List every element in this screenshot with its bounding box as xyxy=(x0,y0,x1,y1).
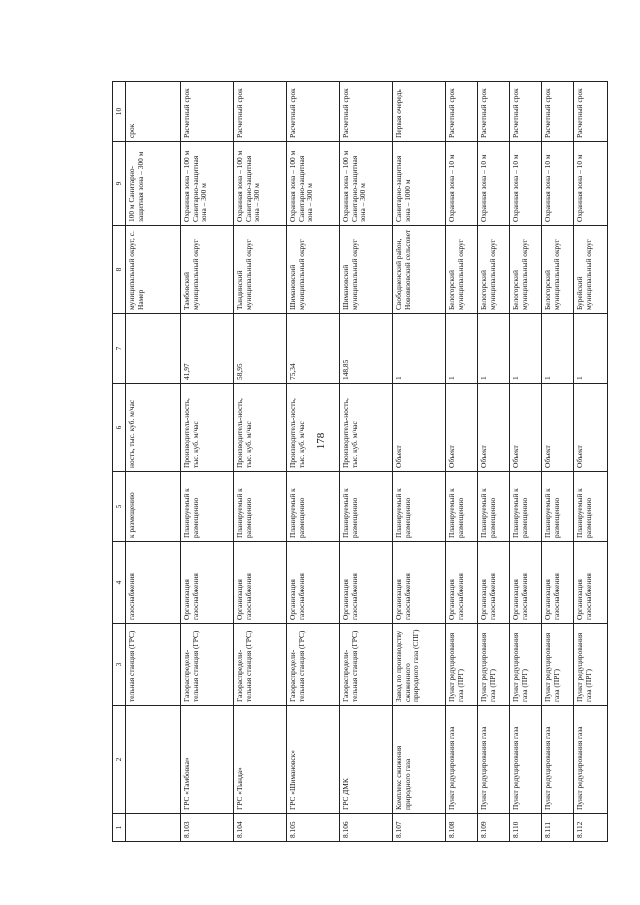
value-cell: 58,95 xyxy=(234,314,287,384)
zone-cell: 100 м Санитарно-защитная зона – 300 м xyxy=(126,142,181,226)
location-cell: Шимановский муниципальный округ xyxy=(340,226,393,314)
table-row xyxy=(510,82,542,842)
characteristic-cell: Производитель-ность, тыс. куб. м/час xyxy=(234,384,287,472)
characteristic-cell: Объект xyxy=(510,384,542,472)
period-cell: Расчетный срок xyxy=(542,82,574,142)
object-type-cell: Пункт редуцирования газа (ПРГ) xyxy=(478,624,510,706)
purpose-cell: Организация газоснабжения xyxy=(446,542,478,624)
object-type-cell: Газораспредели-тельная станция (ГРС) xyxy=(287,624,340,706)
period-cell: Расчетный срок xyxy=(287,82,340,142)
column-number: 1 xyxy=(113,814,126,842)
column-number: 7 xyxy=(113,314,126,384)
table-row xyxy=(542,82,574,842)
characteristic-cell: Производитель-ность, тыс. куб. м/час xyxy=(287,384,340,472)
location-cell: Бурейский муниципальный округ xyxy=(574,226,608,314)
characteristic-cell: Производитель-ность, тыс. куб. м/час xyxy=(181,384,234,472)
object-type-cell: Газораспредели-тельная станция (ГРС) xyxy=(234,624,287,706)
table-row xyxy=(574,82,608,842)
row-number-cell: 8.107 xyxy=(393,814,446,842)
column-number: 6 xyxy=(113,384,126,472)
object-type-cell: Газораспредели-тельная станция (ГРС) xyxy=(181,624,234,706)
location-cell: Белогорский муниципальный округ xyxy=(446,226,478,314)
location-cell: Тамбовский муниципальный округ xyxy=(181,226,234,314)
column-number: 3 xyxy=(113,624,126,706)
object-type-cell: Пункт редуцирования газа (ПРГ) xyxy=(446,624,478,706)
column-number: 8 xyxy=(113,226,126,314)
table-row xyxy=(446,82,478,842)
zone-cell: Охранная зона – 10 м xyxy=(478,142,510,226)
row-number-cell: 8.106 xyxy=(340,814,393,842)
characteristic-cell: Производитель-ность, тыс. куб. м/час xyxy=(340,384,393,472)
purpose-cell: Организация газоснабжения xyxy=(181,542,234,624)
location-cell: муниципальный округ, с. Намер xyxy=(126,226,181,314)
value-cell: 1 xyxy=(542,314,574,384)
purpose-cell: Организация газоснабжения xyxy=(478,542,510,624)
period-cell: Расчетный срок xyxy=(574,82,608,142)
value-cell: 1 xyxy=(478,314,510,384)
zone-cell: Охранная зона – 10 м xyxy=(446,142,478,226)
period-cell: Расчетный срок xyxy=(340,82,393,142)
row-number-cell: 8.104 xyxy=(234,814,287,842)
value-cell: 1 xyxy=(510,314,542,384)
column-number: 4 xyxy=(113,542,126,624)
column-number: 9 xyxy=(113,142,126,226)
object-name-cell: Пункт редуцирования газа xyxy=(574,706,608,814)
period-cell: Расчетный срок xyxy=(478,82,510,142)
object-type-cell: Пункт редуцирования газа (ПРГ) xyxy=(574,624,608,706)
value-cell: 41,97 xyxy=(181,314,234,384)
location-cell: Белогорский муниципальный округ xyxy=(542,226,574,314)
object-name-cell: Пункт редуцирования газа xyxy=(478,706,510,814)
status-cell: Планируемый к размещению xyxy=(574,472,608,542)
table-row xyxy=(181,82,234,842)
table-row xyxy=(340,82,393,842)
characteristic-cell: Объект xyxy=(478,384,510,472)
object-name-cell: ГРС ДМК xyxy=(340,706,393,814)
object-name-cell: Пункт редуцирования газа xyxy=(542,706,574,814)
gas-facilities-table xyxy=(112,81,608,842)
location-cell: Тындинский муниципальный округ xyxy=(234,226,287,314)
column-number-row xyxy=(113,82,126,842)
period-cell: Расчетный срок xyxy=(181,82,234,142)
status-cell: Планируемый к размещению xyxy=(287,472,340,542)
object-type-cell: Завод по производству сжиженного природного газа (СПГ) xyxy=(393,624,446,706)
row-number-cell xyxy=(126,814,181,842)
characteristic-cell: Объект xyxy=(574,384,608,472)
zone-cell: Охранная зона – 10 м xyxy=(574,142,608,226)
row-number-cell: 8.108 xyxy=(446,814,478,842)
status-cell: Планируемый к размещению xyxy=(510,472,542,542)
location-cell: Свободненский район, Нововязовский сельсовет xyxy=(393,226,446,314)
object-name-cell: ГРС «Тамбовка» xyxy=(181,706,234,814)
period-cell: Расчетный срок xyxy=(446,82,478,142)
object-name-cell: ГРС «Тында» xyxy=(234,706,287,814)
period-cell: Первая очередь xyxy=(393,82,446,142)
row-number-cell: 8.110 xyxy=(510,814,542,842)
period-cell: Расчетный срок xyxy=(234,82,287,142)
status-cell: Планируемый к размещению xyxy=(478,472,510,542)
zone-cell: Охранная зона – 100 м Санитарно-защитная зона – 300 м xyxy=(181,142,234,226)
zone-cell: Санитарно-защитная зона – 1000 м xyxy=(393,142,446,226)
table-row xyxy=(234,82,287,842)
table-row xyxy=(126,82,181,842)
zone-cell: Охранная зона – 10 м xyxy=(510,142,542,226)
column-number: 10 xyxy=(113,82,126,142)
status-cell: Планируемый к размещению xyxy=(340,472,393,542)
object-type-cell: Пункт редуцирования газа (ПРГ) xyxy=(542,624,574,706)
value-cell: 75,34 xyxy=(287,314,340,384)
characteristic-cell: ность, тыс. куб. м/час xyxy=(126,384,181,472)
object-type-cell: Пункт редуцирования газа (ПРГ) xyxy=(510,624,542,706)
period-cell: Расчетный срок xyxy=(510,82,542,142)
purpose-cell: Организация газоснабжения xyxy=(234,542,287,624)
object-type-cell: Газораспредели-тельная станция (ГРС) xyxy=(340,624,393,706)
value-cell: 1 xyxy=(446,314,478,384)
status-cell: Планируемый к размещению xyxy=(542,472,574,542)
value-cell xyxy=(126,314,181,384)
location-cell: Белогорский муниципальный округ xyxy=(510,226,542,314)
purpose-cell: Организация газоснабжения xyxy=(340,542,393,624)
row-number-cell: 8.111 xyxy=(542,814,574,842)
location-cell: Шимановский муниципальный округ xyxy=(287,226,340,314)
period-cell: срок xyxy=(126,82,181,142)
row-number-cell: 8.105 xyxy=(287,814,340,842)
value-cell: 1 xyxy=(574,314,608,384)
zone-cell: Охранная зона – 10 м xyxy=(542,142,574,226)
purpose-cell: газоснабжения xyxy=(126,542,181,624)
status-cell: Планируемый к размещению xyxy=(181,472,234,542)
characteristic-cell: Объект xyxy=(542,384,574,472)
table-row xyxy=(393,82,446,842)
row-number-cell: 8.109 xyxy=(478,814,510,842)
table-row xyxy=(287,82,340,842)
value-cell: 148,85 xyxy=(340,314,393,384)
value-cell: 1 xyxy=(393,314,446,384)
rotated-table-container xyxy=(112,82,593,842)
object-name-cell: Комплекс сжижения природного газа xyxy=(393,706,446,814)
purpose-cell: Организация газоснабжения xyxy=(393,542,446,624)
purpose-cell: Организация газоснабжения xyxy=(542,542,574,624)
status-cell: Планируемый к размещению xyxy=(234,472,287,542)
object-name-cell: ГРС «Шимановск» xyxy=(287,706,340,814)
column-number: 5 xyxy=(113,472,126,542)
object-name-cell xyxy=(126,706,181,814)
column-number: 2 xyxy=(113,706,126,814)
zone-cell: Охранная зона – 100 м Санитарно-защитная зона – 300 м xyxy=(287,142,340,226)
purpose-cell: Организация газоснабжения xyxy=(510,542,542,624)
status-cell: Планируемый к размещению xyxy=(446,472,478,542)
status-cell: Планируемый к размещению xyxy=(393,472,446,542)
page-number: 178 xyxy=(315,432,327,450)
zone-cell: Охранная зона – 100 м Санитарно-защитная зона – 300 м xyxy=(340,142,393,226)
purpose-cell: Организация газоснабжения xyxy=(287,542,340,624)
object-type-cell: тельная станция (ГРС) xyxy=(126,624,181,706)
object-name-cell: Пункт редуцирования газа xyxy=(510,706,542,814)
status-cell: к размещению xyxy=(126,472,181,542)
table-row xyxy=(478,82,510,842)
location-cell: Белогорский муниципальный округ xyxy=(478,226,510,314)
zone-cell: Охранная зона – 100 м Санитарно-защитная зона – 300 м xyxy=(234,142,287,226)
purpose-cell: Организация газоснабжения xyxy=(574,542,608,624)
row-number-cell: 8.112 xyxy=(574,814,608,842)
characteristic-cell: Объект xyxy=(446,384,478,472)
object-name-cell: Пункт редуцирования газа xyxy=(446,706,478,814)
row-number-cell: 8.103 xyxy=(181,814,234,842)
characteristic-cell: Объект xyxy=(393,384,446,472)
